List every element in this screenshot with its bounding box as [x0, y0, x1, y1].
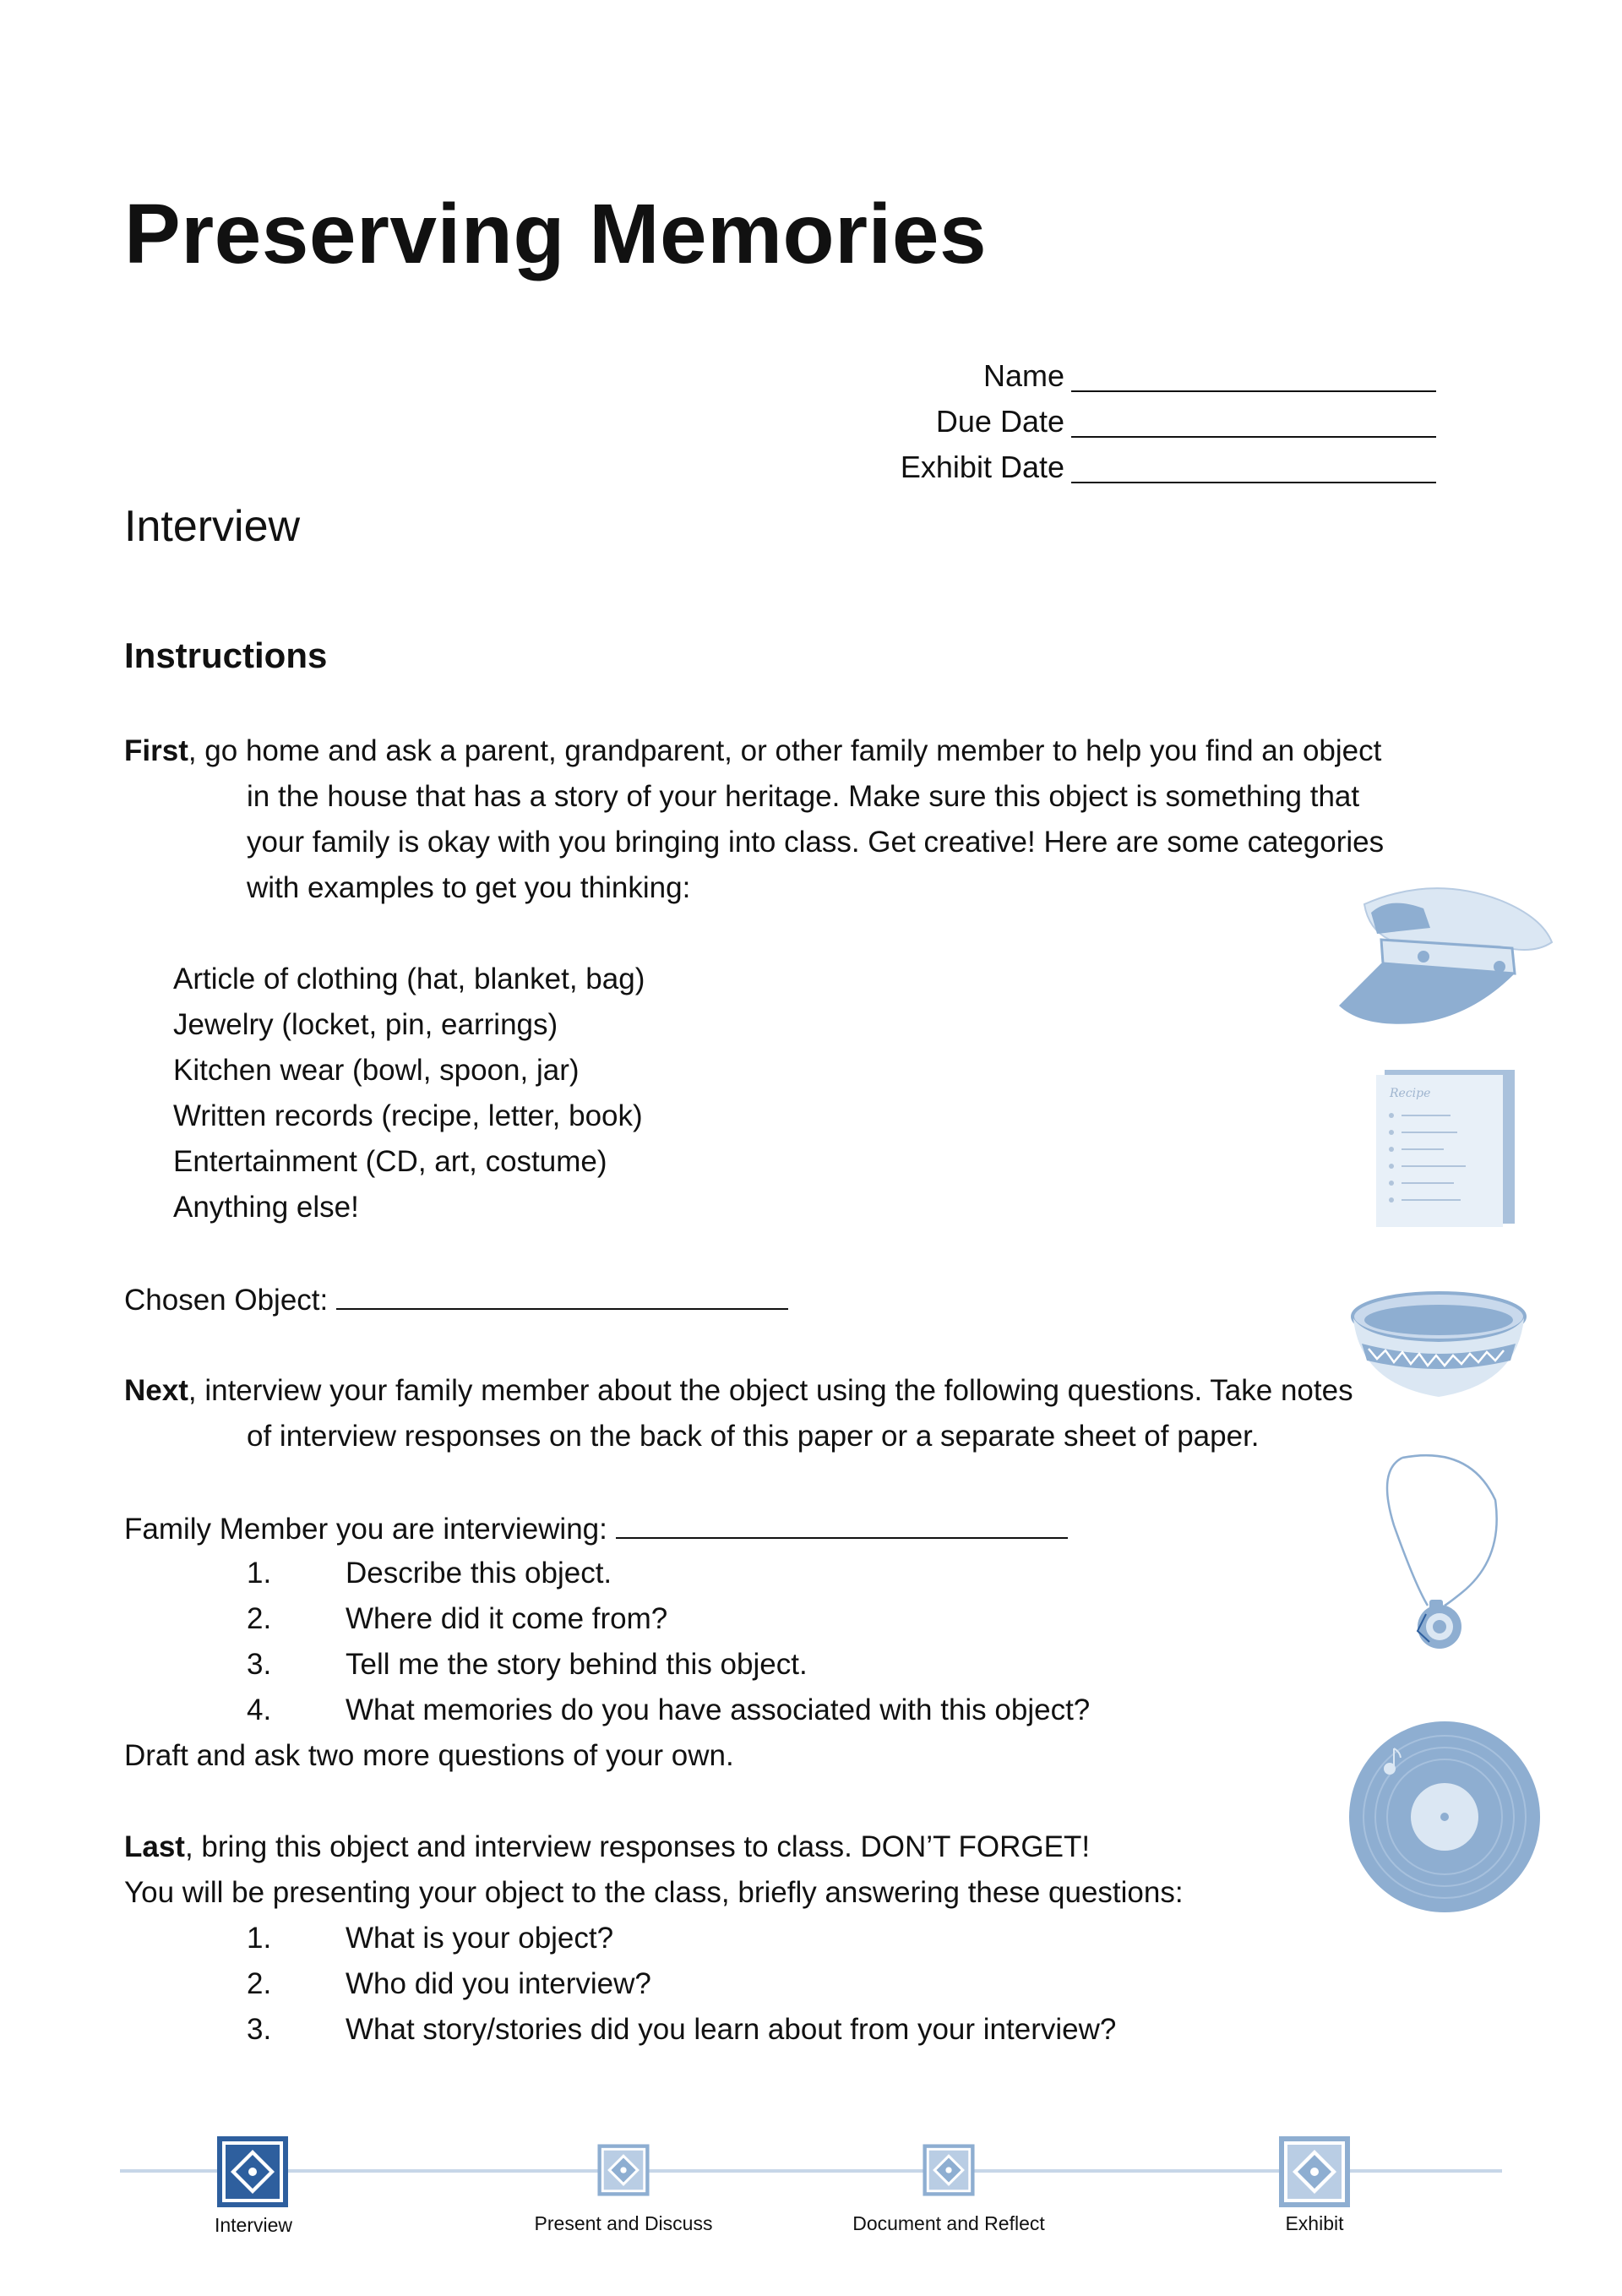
category-item: Jewelry (locket, pin, earrings): [173, 1008, 558, 1041]
question-number: 4.: [247, 1693, 272, 1726]
first-line-3: your family is okay with you bringing into class. Get creative! Here are some categories: [247, 826, 1385, 859]
step-icon-interview[interactable]: [215, 2135, 290, 2209]
interview-question: [247, 1642, 1260, 1688]
step-label-interview[interactable]: Interview: [214, 2214, 293, 2236]
question-number: 2.: [247, 1967, 272, 2000]
first-line-4: with examples to get you thinking:: [247, 871, 691, 904]
question-text: What is your object?: [346, 1922, 614, 1955]
question-text: Who did you interview?: [346, 1967, 651, 2000]
interview-question: [247, 1596, 1260, 1642]
family-member-field[interactable]: [124, 1505, 1068, 1552]
question-number: 1.: [247, 1557, 272, 1590]
next-line-2: of interview responses on the back of this paper or a separate sheet of paper.: [247, 1420, 1260, 1453]
due-date-blank[interactable]: [1071, 402, 1436, 438]
step-icon-present-and-discuss[interactable]: [596, 2143, 650, 2197]
first-line-1: [124, 728, 1381, 774]
category-item: Written records (recipe, letter, book): [173, 1099, 643, 1132]
question-text: Where did it come from?: [346, 1602, 668, 1635]
first-line-2: in the house that has a story of your heritage. Make sure this object is something that: [247, 780, 1360, 813]
step-label-present-and-discuss[interactable]: Present and Discuss: [534, 2212, 713, 2234]
chosen-object-blank[interactable]: [336, 1276, 788, 1310]
question-text: Describe this object.: [346, 1557, 612, 1590]
step-icon-exhibit[interactable]: [1277, 2135, 1352, 2209]
last-text-1: , bring this object and interview responses to class. DON’T FORGET!: [184, 1830, 1091, 1863]
presentation-question: [247, 1961, 1260, 2007]
category-item: Kitchen wear (bowl, spoon, jar): [173, 1054, 580, 1087]
step-icon-document-and-reflect[interactable]: [922, 2143, 976, 2197]
first-text-1: , go home and ask a parent, grandparent, or other family member to help you find an object: [188, 734, 1382, 767]
presentation-question: [247, 2007, 1345, 2053]
interview-question: [247, 1688, 1260, 1733]
chosen-object-field[interactable]: [124, 1276, 788, 1323]
question-text: What story/stories did you learn about from your interview?: [346, 2013, 1117, 2046]
last-line-2: You will be presenting your object to the class, briefly answering these questions:: [124, 1876, 1184, 1909]
last-line-1: [124, 1824, 1090, 1870]
next-lead: Next: [124, 1374, 188, 1407]
page-title: Preserving Memories: [124, 187, 988, 281]
question-number: 1.: [247, 1922, 272, 1955]
name-field[interactable]: [760, 353, 1436, 399]
instructions-heading: Instructions: [124, 635, 328, 675]
next-line-1: [124, 1368, 1353, 1414]
step-label-exhibit[interactable]: Exhibit: [1285, 2212, 1344, 2234]
presentation-question: [247, 1916, 1260, 1961]
question-number: 3.: [247, 2013, 272, 2046]
last-lead: Last: [124, 1830, 185, 1863]
interview-question: [247, 1551, 1260, 1596]
next-text-1: , interview your family member about the object using the following questions. Take notes: [188, 1374, 1353, 1407]
family-member-label: Family Member you are interviewing:: [124, 1513, 607, 1546]
family-member-blank[interactable]: [616, 1505, 1068, 1539]
name-blank[interactable]: [1071, 357, 1436, 392]
section-title: Interview: [124, 502, 301, 551]
exhibit-date-label: Exhibit Date: [900, 450, 1064, 484]
category-item: Anything else!: [173, 1191, 359, 1224]
first-lead: First: [124, 734, 188, 767]
category-item: Entertainment (CD, art, costume): [173, 1145, 607, 1178]
recipe-book-icon: [1373, 1066, 1518, 1229]
exhibit-date-blank[interactable]: [1071, 448, 1436, 483]
chosen-object-label: Chosen Object:: [124, 1284, 329, 1317]
question-number: 3.: [247, 1648, 272, 1681]
question-number: 2.: [247, 1602, 272, 1635]
question-text: What memories do you have associated with this object?: [346, 1693, 1091, 1726]
bowl-icon: [1350, 1291, 1527, 1401]
name-label: Name: [982, 358, 1064, 393]
captain-hat-icon: [1331, 879, 1554, 1031]
recipe-card-text: Recipe: [1390, 1087, 1431, 1100]
exhibit-date-field[interactable]: [760, 444, 1436, 490]
step-label-document-and-reflect[interactable]: Document and Reflect: [852, 2212, 1045, 2234]
due-date-label: Due Date: [935, 404, 1064, 439]
due-date-field[interactable]: [760, 399, 1436, 444]
question-text: Tell me the story behind this object.: [346, 1648, 808, 1681]
locket-icon: [1369, 1449, 1504, 1652]
vinyl-record-icon: [1347, 1720, 1542, 1914]
category-item: Article of clothing (hat, blanket, bag): [173, 963, 645, 995]
draft-instruction: Draft and ask two more questions of your own.: [124, 1739, 734, 1772]
